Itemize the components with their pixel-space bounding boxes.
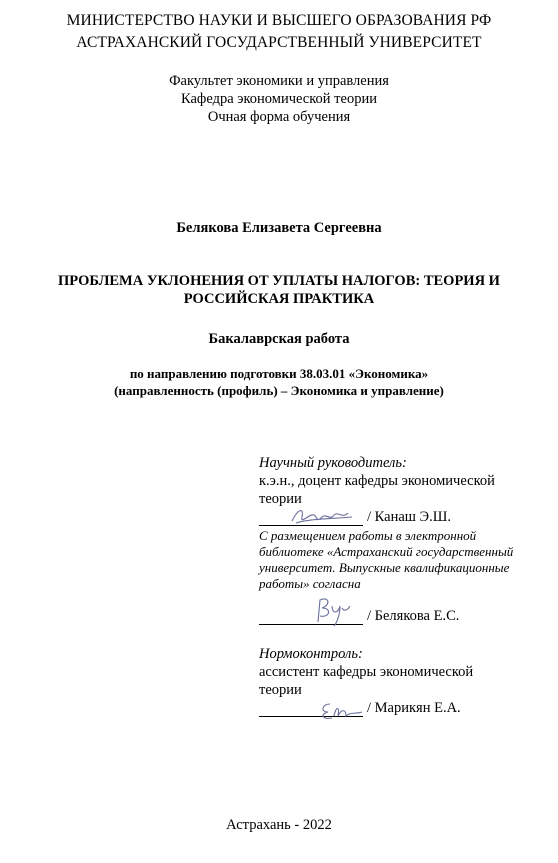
thesis-title-line2: РОССИЙСКАЯ ПРАКТИКА xyxy=(183,291,375,307)
direction-line2: (направленность (профиль) – Экономика и управление) xyxy=(114,383,444,398)
thesis-title-line1: ПРОБЛЕМА УКЛОНЕНИЯ ОТ УПЛАТЫ НАЛОГОВ: ТЕОРИЯ И xyxy=(58,273,500,289)
permission-line4: работы» согласна xyxy=(259,576,361,591)
author-name: Белякова Елизавета Сергеевна xyxy=(176,220,382,236)
normcontrol-position-line1: ассистент кафедры экономической xyxy=(259,664,474,680)
work-type: Бакалаврская работа xyxy=(208,331,350,347)
permission-line1: С размещением работы в электронной xyxy=(259,528,477,543)
supervisor-position-line2: теории xyxy=(259,491,302,507)
supervisor-position-line1: к.э.н., доцент кафедры экономической xyxy=(259,473,495,489)
permission-line3: университет. Выпускные квалификационные xyxy=(259,560,510,575)
normcontrol-signature-image xyxy=(316,698,366,722)
student-signature-image xyxy=(310,594,352,628)
normcontrol-signature-name: / Марикян Е.А. xyxy=(367,700,461,716)
supervisor-signature-name: / Канаш Э.Ш. xyxy=(367,509,452,525)
supervisor-heading: Научный руководитель: xyxy=(259,455,407,471)
faculty-line: Факультет экономики и управления xyxy=(169,73,389,89)
normcontrol-heading: Нормоконтроль: xyxy=(259,646,363,662)
student-signature-name: / Белякова Е.С. xyxy=(367,608,460,624)
ministry-heading: МИНИСТЕРСТВО НАУКИ И ВЫСШЕГО ОБРАЗОВАНИЯ РФ xyxy=(66,12,492,29)
study-form-line: Очная форма обучения xyxy=(207,109,351,125)
normcontrol-position-line2: теории xyxy=(259,682,302,698)
permission-line2: библиотеке «Астраханский государственный xyxy=(259,544,514,559)
city-year: Астрахань - 2022 xyxy=(226,817,332,833)
department-line: Кафедра экономической теории xyxy=(181,91,377,107)
university-heading: АСТРАХАНСКИЙ ГОСУДАРСТВЕННЫЙ УНИВЕРСИТЕТ xyxy=(76,34,482,51)
direction-line1: по направлению подготовки 38.03.01 «Экономика» xyxy=(129,366,429,381)
supervisor-signature-image xyxy=(288,503,356,529)
